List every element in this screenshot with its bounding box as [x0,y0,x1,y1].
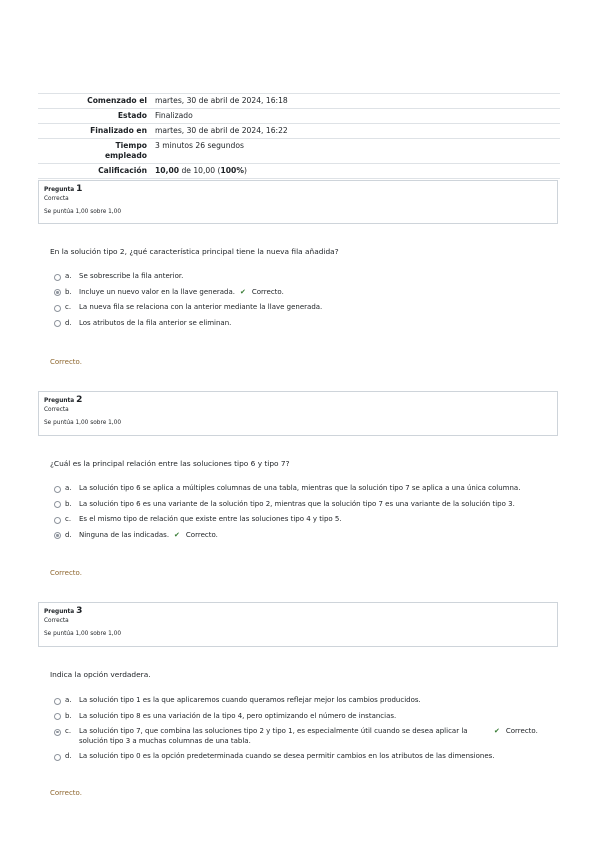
question-info-1 [38,180,558,224]
radio-button[interactable] [54,320,61,327]
answer-option[interactable]: d. Los atributos de la fila anterior se eliminan. [54,319,322,329]
question-state: Correcta [44,618,69,624]
question-mark: Se puntúa 1,00 sobre 1,00 [44,420,122,426]
question-mark: Se puntúa 1,00 sobre 1,00 [44,209,122,215]
summary-row-grade [38,164,560,179]
question-state: Correcta [44,407,69,413]
summary-label: Tiempo empleado [38,139,151,164]
summary-row-state [38,109,560,124]
answer-option[interactable]: d. Ninguna de las indicadas. ✔ Correcto. [54,531,520,541]
summary-label: Finalizado en [38,124,151,139]
answer-option[interactable]: b. Incluye un nuevo valor en la llave generada. ✔ Correcto. [54,288,322,298]
radio-button[interactable] [54,698,61,705]
grade-end: ) [243,166,247,175]
answer-option[interactable]: a. La solución tipo 6 se aplica a múltiples columnas de una tabla, mientras que la solución tipo 7 se aplica a una única columna. [54,484,520,494]
question-number: Pregunta 1 [44,184,83,194]
question-mark: Se puntúa 1,00 sobre 1,00 [44,631,122,637]
radio-button[interactable] [54,305,61,312]
radio-button[interactable] [54,486,61,493]
attempt-summary-table [38,93,560,179]
summary-value: martes, 30 de abril de 2024, 16:22 [151,124,560,139]
summary-value [151,164,560,179]
radio-button[interactable] [54,501,61,508]
summary-value: martes, 30 de abril de 2024, 16:18 [151,94,560,109]
check-icon: ✔ [174,530,180,539]
answer-options-2 [54,484,520,546]
answer-option[interactable]: d. La solución tipo 0 es la opción predeterminada cuando se desea permitir cambios en los atributos de las dimensiones. [54,752,538,762]
radio-button-selected[interactable] [54,729,61,736]
summary-label: Estado [38,109,151,124]
question-state: Correcta [44,196,69,202]
radio-button[interactable] [54,274,61,281]
question-number: Pregunta 2 [44,395,83,405]
answer-feedback: Correcto. [185,530,218,539]
answer-option[interactable]: c. Es el mismo tipo de relación que existe entre las soluciones tipo 4 y tipo 5. [54,515,520,525]
general-feedback-3: Correcto. [50,789,82,797]
summary-label: Comenzado el [38,94,151,109]
radio-button-selected[interactable] [54,289,61,296]
answer-feedback: Correcto. [251,287,284,296]
summary-row-finished [38,124,560,139]
summary-row-started [38,94,560,109]
general-feedback-1: Correcto. [50,358,82,366]
radio-button[interactable] [54,754,61,761]
question-text-3: Indica la opción verdadera. [50,670,151,679]
grade-score: 10,00 [155,166,180,175]
radio-button-selected[interactable] [54,532,61,539]
answer-option[interactable]: b. La solución tipo 8 es una variación de la tipo 4, pero optimizando el número de instancias. [54,712,538,722]
question-text-1: En la solución tipo 2, ¿qué característica principal tiene la nueva fila añadida? [50,247,339,256]
question-text-2: ¿Cuál es la principal relación entre las soluciones tipo 6 y tipo 7? [50,459,290,468]
grade-mid: de 10,00 ( [179,166,221,175]
answer-options-1 [54,272,322,334]
answer-option[interactable]: c. La nueva fila se relaciona con la anterior mediante la llave generada. [54,303,322,313]
answer-option[interactable]: a. La solución tipo 1 es la que aplicaremos cuando queramos reflejar mejor los cambios producidos. [54,696,538,706]
question-number: Pregunta 3 [44,606,83,616]
question-info-3 [38,602,558,647]
radio-button[interactable] [54,517,61,524]
check-icon: ✔ [240,287,246,296]
radio-button[interactable] [54,713,61,720]
grade-percent: 100% [220,166,244,175]
answer-options-3 [54,696,538,768]
answer-option[interactable]: a. Se sobrescribe la fila anterior. [54,272,322,282]
answer-option[interactable]: c. La solución tipo 7, que combina las soluciones tipo 2 y tipo 1, es especialmente útil cuando se desea aplicar la solución tipo 3 a muchas columnas de una tabla. ✔ Correcto. [54,727,538,746]
general-feedback-2: Correcto. [50,569,82,577]
summary-value: 3 minutos 26 segundos [151,139,560,164]
question-info-2 [38,391,558,436]
summary-value: Finalizado [151,109,560,124]
summary-label: Calificación [38,164,151,179]
answer-feedback: Correcto. [505,727,538,735]
summary-row-time [38,139,560,164]
check-icon: ✔ [494,727,500,735]
answer-option[interactable]: b. La solución tipo 6 es una variante de la solución tipo 2, mientras que la solución tipo 7 es una variante de la solución tipo 3. [54,500,520,510]
